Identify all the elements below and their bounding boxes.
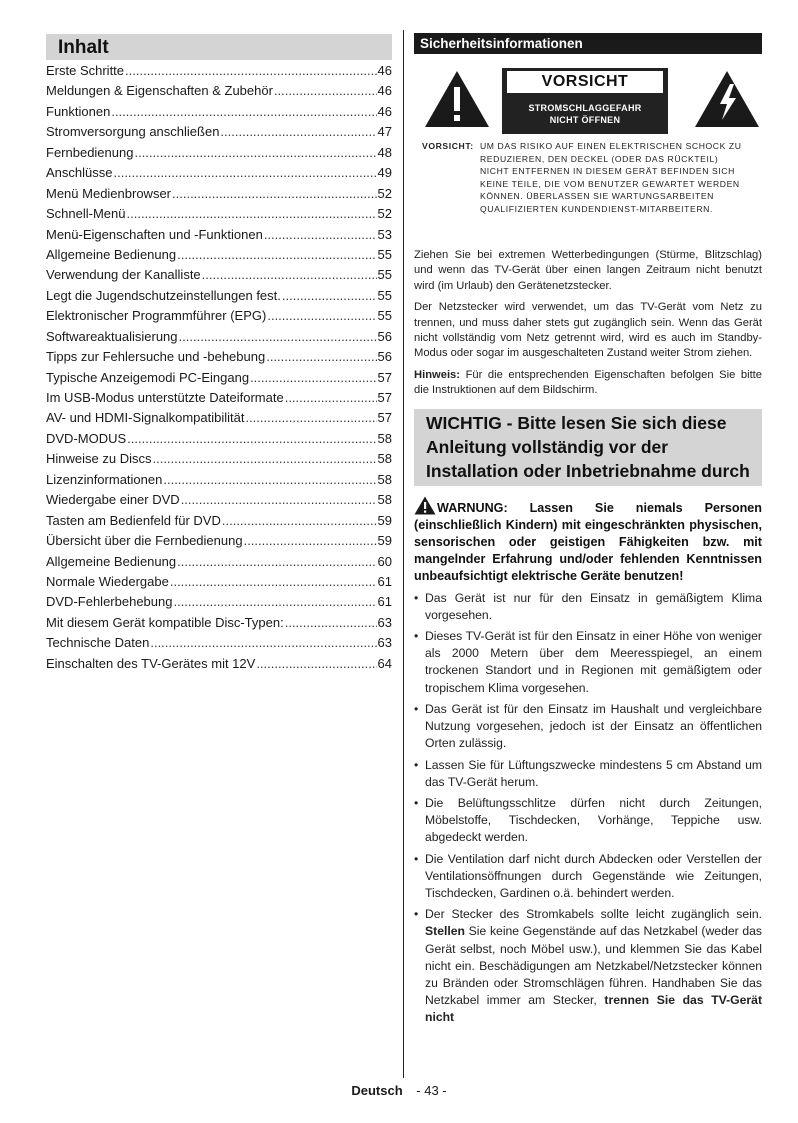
toc-entry <box>46 654 392 674</box>
safety-bullet-list <box>414 590 762 1027</box>
toc-leader-dots <box>244 531 377 551</box>
toc-entry-title: Tasten am Bedienfeld für DVD <box>46 512 221 528</box>
toc-entry <box>46 552 392 572</box>
toc-leader-dots <box>150 633 376 653</box>
toc-entry-page: 57 <box>377 369 392 385</box>
toc-leader-dots <box>177 552 376 572</box>
toc-entry-page: 55 <box>377 287 392 303</box>
toc-entry-page: 49 <box>377 165 392 181</box>
toc-entry <box>46 470 392 490</box>
toc-leader-dots <box>170 572 377 592</box>
caution-text: UM DAS RISIKO AUF EINEN ELEKTRISCHEN SCHOCK ZU REDUZIEREN, DEN DECKEL (ODER DAS RÜCKTEIL) NICHT ENTFERNEN IN DIESEM GERÄT BEFINDEN SICH KEINE TEILE, DIE VOM BENUTZER GEWARTET WERDEN KÖNNEN. ÜBERLASSEN SIE WARTUNGSARBEITEN QUALIFIZIERTEN KUNDENDIENST-MITARBEITERN. <box>480 141 742 214</box>
toc-title: Inhalt <box>46 34 392 60</box>
safety-bullet: • Die Belüftungsschlitze dürfen nicht durch Zeitungen, Möbelstoffe, Tischdecken, Vorhänge, Teppiche usw. abgedeckt werden. <box>414 795 762 847</box>
safety-bullet: • Das Gerät ist nur für den Einsatz in gemäßigtem Klima vorgesehen. <box>414 590 762 624</box>
toc-entry-page: 55 <box>377 246 392 262</box>
toc-leader-dots <box>152 449 376 469</box>
toc-leader-dots <box>172 184 377 204</box>
bullet-bold-text: trennen Sie das TV-Gerät nicht <box>425 993 762 1025</box>
toc-entry-title: Menü-Eigenschaften und -Funktionen <box>46 226 263 242</box>
lightning-triangle-icon <box>694 70 760 128</box>
toc-entry <box>46 449 392 469</box>
safety-bullet: • Die Ventilation darf nicht durch Abdecken oder Verstellen der Ventilationsöffnungen durch Gegenstände wie Zeitungen, Tischdecken, Gardinen o.ä. behindert werden. <box>414 851 762 903</box>
toc-entry-title: Softwareaktualisierung <box>46 328 178 344</box>
caution-graphic <box>414 68 762 150</box>
toc-entry-page: 58 <box>377 492 392 508</box>
toc-entry-page: 55 <box>377 308 392 324</box>
toc-entry <box>46 572 392 592</box>
column-divider <box>403 30 404 1078</box>
toc-entry-title: Stromversorgung anschließen <box>46 124 220 140</box>
vorsicht-title: VORSICHT <box>507 71 663 93</box>
plug-paragraph: Der Netzstecker wird verwendet, um das TV-Gerät vom Netz zu trennen, und muss daher stets gut zugänglich sein. Wenn das Gerät nicht vollständig vom Netz getrennt wird, wird es auch im Standby-Modus oder sogar im ausgeschalteten Zustand weiter Strom ziehen. <box>414 301 762 360</box>
caution-label: VORSICHT: <box>422 141 474 151</box>
toc-leader-dots <box>127 429 376 449</box>
toc-entry-page: 58 <box>377 471 392 487</box>
table-of-contents <box>46 34 392 674</box>
toc-entry <box>46 81 392 101</box>
warning-paragraph <box>414 496 762 586</box>
exclamation-triangle-icon <box>424 70 490 128</box>
toc-leader-dots <box>256 654 376 674</box>
safety-bullet: • Das Gerät ist für den Einsatz im Haushalt und vergleichbare Nutzung vorgesehen, jedoch ist der Einsatz an öffentlichen Orten zulässig. <box>414 701 762 753</box>
toc-entry-page: 56 <box>377 349 392 365</box>
toc-entry-page: 55 <box>377 267 392 283</box>
toc-entry-page: 59 <box>377 533 392 549</box>
toc-entry <box>46 102 392 122</box>
toc-entry-page: 58 <box>377 451 392 467</box>
toc-entry-page: 53 <box>377 226 392 242</box>
toc-entry-page: 57 <box>377 390 392 405</box>
vorsicht-subtitle <box>502 102 668 126</box>
toc-leader-dots <box>125 61 377 81</box>
toc-entry-page: 57 <box>377 410 392 426</box>
toc-leader-dots <box>282 286 377 306</box>
toc-entry-title: AV- und HDMI-Signalkompatibilität <box>46 410 245 426</box>
toc-entry-title: Tipps zur Fehlersuche und -behebung <box>46 349 266 365</box>
toc-entry <box>46 429 392 449</box>
bullet-text: Sie keine Gegenstände auf das Netzkabel (weder das Gerät selbst, noch Möbel usw.), und klemmen Sie das Kabel nicht ein. Beschädigungen am Netzkabel/Netzstecker können zu Bränden oder Stromschlägen führen. Handhaben Sie das Netzkabel immer am Stecker, <box>425 924 763 1008</box>
toc-entry <box>46 184 392 204</box>
toc-entry <box>46 347 392 367</box>
toc-leader-dots <box>113 163 376 183</box>
vorsicht-box <box>502 68 668 134</box>
toc-entry-page: 46 <box>377 103 392 119</box>
toc-leader-dots <box>267 306 376 326</box>
caution-notice <box>414 140 762 246</box>
toc-entry-title: Technische Daten <box>46 635 150 651</box>
toc-entry <box>46 368 392 388</box>
toc-entry-page: 52 <box>377 185 392 201</box>
toc-leader-dots <box>250 368 376 388</box>
toc-entry-page: 46 <box>377 63 392 78</box>
toc-entry-title: Im USB-Modus unterstützte Dateiformate <box>46 390 284 405</box>
toc-entry <box>46 286 392 306</box>
toc-entry <box>46 122 392 142</box>
toc-entry <box>46 408 392 428</box>
toc-entry-title: Anschlüsse <box>46 165 113 181</box>
toc-entry-title: Typische Anzeigemodi PC-Eingang <box>46 369 250 385</box>
vorsicht-sub-line-2: NICHT ÖFFNEN <box>549 115 621 125</box>
toc-entry <box>46 511 392 531</box>
toc-leader-dots <box>266 347 376 367</box>
toc-list <box>46 61 392 674</box>
toc-entry-page: 56 <box>377 328 392 344</box>
safety-bullet: • Lassen Sie für Lüftungszwecke mindestens 5 cm Abstand um das TV-Gerät herum. <box>414 757 762 791</box>
toc-entry-page: 52 <box>377 206 392 222</box>
toc-entry-title: Elektronischer Programmführer (EPG) <box>46 308 267 324</box>
toc-leader-dots <box>134 143 376 163</box>
toc-leader-dots <box>220 122 376 142</box>
toc-leader-dots <box>163 470 376 490</box>
toc-entry <box>46 327 392 347</box>
hinweis-paragraph <box>414 368 762 399</box>
toc-entry-page: 46 <box>377 83 392 99</box>
bullet-bold-text: Stellen <box>425 924 465 939</box>
storm-paragraph: Ziehen Sie bei extremen Wetterbedingungen (Stürme, Blitzschlag) und wenn das TV-Gerät über einen langen Zeitraum nicht benutzt wird (im Urlaub) den Gerätenetzstecker. <box>414 249 762 292</box>
toc-entry-title: Schnell-Menü <box>46 206 126 222</box>
toc-leader-dots <box>264 225 377 245</box>
toc-entry-title: Allgemeine Bedienung <box>46 553 177 569</box>
hinweis-text: Für die entsprechenden Eigenschaften befolgen Sie bitte die Instruktionen auf dem Bildschirm. <box>414 368 763 397</box>
toc-leader-dots <box>127 204 377 224</box>
bullet-text: Der Stecker des Stromkabels sollte leicht zugänglich sein. <box>425 907 762 922</box>
page-footer <box>0 1083 798 1098</box>
toc-entry <box>46 490 392 510</box>
toc-entry-page: 61 <box>377 594 392 610</box>
vorsicht-sub-line-1: STROMSCHLAGGEFAHR <box>528 103 642 113</box>
toc-leader-dots <box>222 511 377 531</box>
toc-entry-title: Hinweise zu Discs <box>46 451 152 467</box>
toc-entry-page: 61 <box>377 573 392 589</box>
toc-entry-page: 63 <box>377 635 392 651</box>
toc-entry-title: DVD-Fehlerbehebung <box>46 594 173 610</box>
toc-leader-dots <box>274 81 377 101</box>
toc-entry <box>46 204 392 224</box>
toc-entry <box>46 633 392 653</box>
toc-entry-title: Funktionen <box>46 103 111 119</box>
toc-entry-title: DVD-MODUS <box>46 430 127 446</box>
page-number: - 43 - <box>416 1083 447 1098</box>
important-notice: WICHTIG - Bitte lesen Sie sich diese Anleitung vollständig vor der Installation oder Inbetriebnahme durch <box>414 409 762 486</box>
toc-entry <box>46 306 392 326</box>
toc-entry-title: Menü Medienbrowser <box>46 185 172 201</box>
toc-entry <box>46 143 392 163</box>
safety-bullet <box>414 906 762 1026</box>
toc-leader-dots <box>245 408 376 428</box>
toc-entry <box>46 225 392 245</box>
toc-entry-page: 60 <box>377 553 392 569</box>
safety-header: Sicherheitsinformationen <box>414 33 762 54</box>
warning-triangle-icon <box>414 496 436 515</box>
toc-entry-page: 64 <box>377 655 392 671</box>
toc-entry-title: Fernbedienung <box>46 144 134 160</box>
toc-leader-dots <box>202 265 377 285</box>
toc-entry-title: Meldungen & Eigenschaften & Zubehör <box>46 83 273 99</box>
toc-entry-title: Legt die Jugendschutzeinstellungen fest. <box>46 287 281 303</box>
toc-entry <box>46 531 392 551</box>
toc-entry <box>46 61 392 81</box>
toc-entry-title: Wiedergabe einer DVD <box>46 492 180 508</box>
toc-leader-dots <box>179 327 377 347</box>
safety-section <box>414 33 762 1031</box>
toc-leader-dots <box>177 245 376 265</box>
toc-entry-page: 63 <box>377 614 392 630</box>
toc-entry-title: Mit diesem Gerät kompatible Disc-Typen: <box>46 614 284 630</box>
toc-entry-page: 58 <box>377 430 392 446</box>
toc-entry-title: Erste Schritte <box>46 63 125 78</box>
toc-entry <box>46 163 392 183</box>
warning-text: WARNUNG: Lassen Sie niemals Personen (einschließlich Kindern) mit eingeschränkten physischen, sensorischen oder geistigen Fähigkeiten bzw. mit mangelnder Erfahrung und/oder fehlenden Kenntnissen unbeaufsichtigt elektrische Geräte benutzen! <box>414 500 762 584</box>
toc-leader-dots <box>285 388 377 408</box>
toc-leader-dots <box>285 613 377 633</box>
toc-entry <box>46 388 392 408</box>
safety-bullet: • Dieses TV-Gerät ist für den Einsatz in einer Höhe von weniger als 2000 Metern über dem Meeresspiegel, an einem trockenen Standort und in Regionen mit gemäßigtem oder tropischem Klima vorgesehen. <box>414 628 762 697</box>
toc-entry-title: Verwendung der Kanalliste <box>46 267 201 283</box>
toc-entry-title: Lizenzinformationen <box>46 471 163 487</box>
hinweis-label: Hinweis: <box>414 368 461 381</box>
toc-leader-dots <box>111 102 376 122</box>
toc-entry <box>46 613 392 633</box>
toc-entry-page: 47 <box>377 124 392 140</box>
footer-language: Deutsch <box>351 1083 403 1098</box>
toc-entry <box>46 265 392 285</box>
toc-entry-page: 48 <box>377 144 392 160</box>
toc-leader-dots <box>173 592 376 612</box>
toc-entry <box>46 245 392 265</box>
toc-entry-title: Allgemeine Bedienung <box>46 246 177 262</box>
toc-entry-page: 59 <box>377 512 392 528</box>
toc-entry-title: Normale Wiedergabe <box>46 573 169 589</box>
toc-entry <box>46 592 392 612</box>
toc-entry-title: Übersicht über die Fernbedienung <box>46 533 243 549</box>
toc-leader-dots <box>181 490 377 510</box>
toc-entry-title: Einschalten des TV-Gerätes mit 12V <box>46 655 256 671</box>
